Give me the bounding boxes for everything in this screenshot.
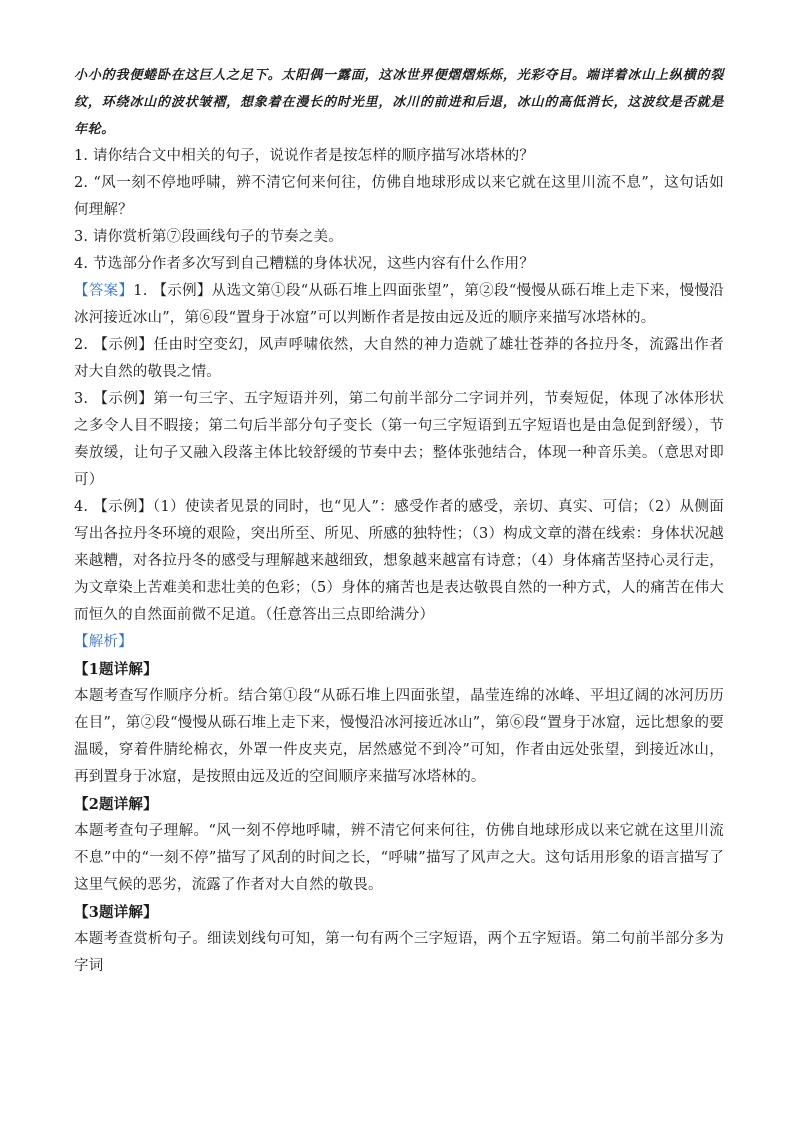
answer-3: 3. 【示例】第一句三字、五字短语并列，第二句前半部分二字词并列，节奏短促，体现了冰体形状之多令人目不暇接；第二句后半部分句子变长（第一句三字短语到五字短语也是由急促到舒缓），节奏放缓，让句子又融入段落主体比较舒缓的节奏中去；整体张弛结合，体现一种音乐美。（意思对即可） [74, 391, 724, 488]
question-list [74, 143, 724, 278]
detail-3-heading: 【3题详解】 [74, 904, 158, 921]
detail-2-heading: 【2题详解】 [74, 796, 158, 813]
question-4: 4. 节选部分作者多次写到自己糟糕的身体状况，这些内容有什么作用？ [74, 256, 535, 272]
question-3: 3. 请你赏析第⑦段画线句子的节奏之美。 [74, 229, 343, 245]
detail-1-heading: 【1题详解】 [74, 661, 158, 678]
intro-passage: 小小的我便蜷卧在这巨人之足下。太阳偶一露面，这冰世界便熠熠烁烁，光彩夺目。端详着冰山上纵横的裂纹，环绕冰山的波状皱褶，想象着在漫长的时光里，冰川的前进和后退，冰山的高低消长，这波纹是否就是年轮。 [74, 68, 724, 137]
detail-2-text: 本题考查句子理解。“风一刻不停地呼啸，辨不清它何来何往，仿佛自地球形成以来它就在这里川流不息”中的“一刻不停”描写了风刮的时间之长，“呼啸”描写了风声之大。这句话用形象的语言描写了这里气候的恶劣，流露了作者对大自然的敬畏。 [74, 823, 724, 893]
analysis-section [74, 656, 724, 980]
answer-1-text: 1. 【示例】从选文第①段“从砾石堆上四面张望”，第②段“慢慢从砾石堆上走下来，慢慢沿冰河接近冰山”，第⑥段“置身于冰窟”可以判断作者是按由远及近的顺序来描写冰塔林的。 [74, 283, 724, 326]
answer-section [74, 278, 724, 629]
detail-3-text: 本题考查赏析句子。细读划线句可知，第一句有两个三字短语，两个五字短语。第二句前半部分多为字词 [74, 931, 724, 974]
document-page [74, 62, 724, 980]
answer-1 [74, 278, 724, 332]
question-1: 1. 请你结合文中相关的句子，说说作者是按怎样的顺序描写冰塔林的？ [74, 148, 535, 164]
answer-2: 2. 【示例】任由时空变幻，风声呼啸依然，大自然的神力造就了雄壮苍莽的各拉丹冬，流露出作者对大自然的敬畏之情。 [74, 337, 724, 380]
question-2: 2. “风一刻不停地呼啸，辨不清它何来何往，仿佛自地球形成以来它就在这里川流不息”，这句话如何理解？ [74, 175, 724, 218]
analysis-tag: 【解析】 [74, 634, 133, 650]
answer-tag: 【答案】 [74, 283, 134, 299]
detail-1-text: 本题考查写作顺序分析。结合第①段“从砾石堆上四面张望，晶莹连绵的冰峰、平坦辽阔的冰河历历在目”，第②段“慢慢从砾石堆上走下来，慢慢沿冰河接近冰山”，第⑥段“置身于冰窟，远比想象的要温暖，穿着件腈纶棉衣，外罩一件皮夹克，居然感觉不到冷”可知，作者由远处张望，到接近冰山，再到置身于冰窟，是按照由远及近的空间顺序来描写冰塔林的。 [74, 688, 724, 785]
answer-4: 4. 【示例】（1）使读者见景的同时，也“见人”：感受作者的感受，亲切、真实、可信；（2）从侧面写出各拉丹冬环境的艰险，突出所至、所见、所感的独特性；（3）构成文章的潜在线索：身体状况越来越糟，对各拉丹冬的感受与理解越来越细致，想象越来越富有诗意；（4）身体痛苦坚持心灵行走，为文章染上苦难美和悲壮美的色彩；（5）身体的痛苦也是表达敬畏自然的一种方式，人的痛苦在伟大而恒久的自然面前微不足道。（任意答出三点即给满分） [74, 499, 724, 623]
